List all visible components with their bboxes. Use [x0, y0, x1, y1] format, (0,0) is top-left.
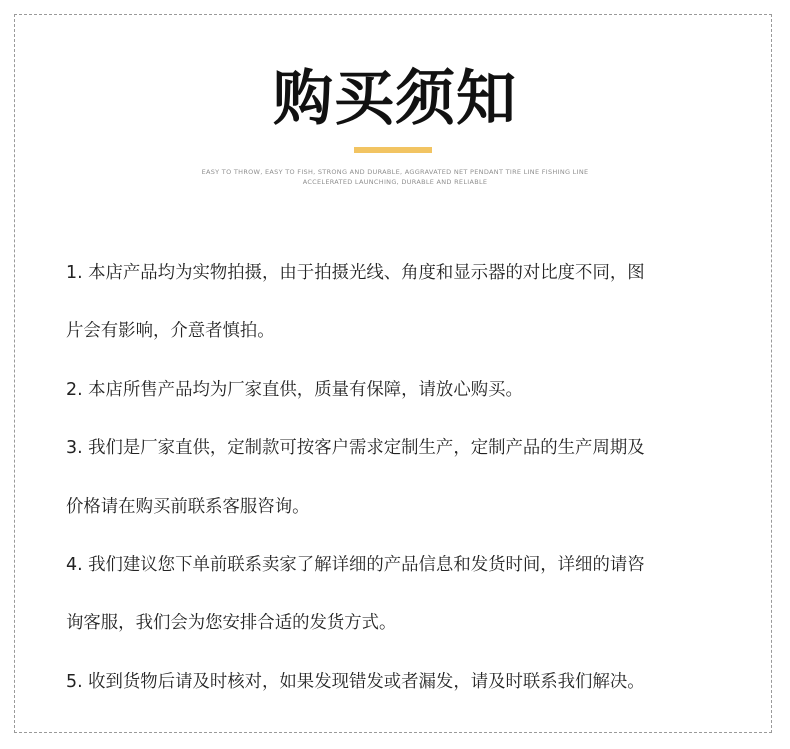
- note-line: 4. 我们建议您下单前联系卖家了解详细的产品信息和发货时间，详细的请咨: [66, 555, 645, 576]
- title-accent-bar: [354, 147, 432, 153]
- subtitle-line-2: ACCELERATED LAUNCHING, DURABLE AND RELIABLE: [302, 178, 488, 186]
- note-line: 5. 收到货物后请及时核对，如果发现错发或者漏发，请及时联系我们解决。: [66, 671, 645, 692]
- note-line: 1. 本店产品均为实物拍摄，由于拍摄光线、角度和显示器的对比度不同，图: [66, 263, 645, 283]
- note-line: 询客服，我们会为您安排合适的发货方式。: [66, 613, 397, 634]
- note-line: 价格请在购买前联系客服咨询。: [66, 496, 310, 517]
- purchase-notes-list: [66, 244, 734, 711]
- note-line: 片会有影响，介意者慎拍。: [66, 321, 275, 342]
- note-line: 2. 本店所售产品均为厂家直供，质量有保障，请放心购买。: [66, 379, 523, 400]
- page-title: 购买须知: [273, 64, 517, 134]
- subtitle-line-1: EASY TO THROW, EASY TO FISH, STRONG AND DURABLE, AGGRAVATED NET PENDANT TIRE LINE FISHING LINE: [201, 168, 589, 176]
- note-line: 3. 我们是厂家直供，定制款可按客户需求定制生产，定制产品的生产周期及: [66, 438, 645, 459]
